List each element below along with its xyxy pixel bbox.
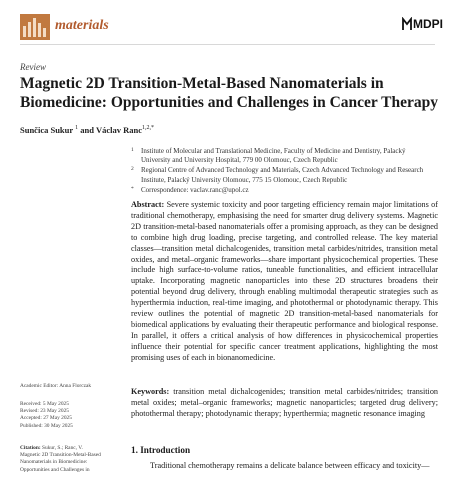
affiliation-mark: 2 [131, 166, 134, 173]
citation-label: Citation: [20, 445, 41, 451]
affiliations [131, 147, 436, 196]
keywords [131, 387, 438, 420]
keywords-label: Keywords: [131, 387, 170, 396]
citation-line: Magnetic 2D Transition-Metal-Based [20, 452, 101, 459]
citation-line: Opportunities and Challenges in [20, 466, 90, 473]
article-type: Review [20, 62, 46, 72]
received-date: Received: 5 May 2025 [20, 401, 69, 407]
abstract [131, 200, 438, 364]
affiliation-text: Institute of Molecular and Translational Medicine, Faculty of Medicine and Dentistry, Palacký University and University Hospital, 779 00 Olomouc, Czech Republic [141, 147, 406, 165]
author-list [20, 125, 154, 135]
materials-journal-logo [20, 14, 50, 40]
affiliation-mark: 1 [131, 147, 134, 153]
author-name: Václav Ranc [95, 125, 142, 135]
author-affiliation-mark: 1 [75, 125, 79, 132]
affiliation-mark: * [131, 185, 134, 192]
article-title: Magnetic 2D Transition-Metal-Based Nanomaterials in Biomedicine: Opportunities and Challenges in Cancer Therapy [20, 75, 438, 111]
accepted-date: Accepted: 27 May 2025 [20, 415, 72, 422]
correspondence [131, 186, 436, 195]
correspondence-text: Correspondence: vaclav.ranc@upol.cz [141, 185, 249, 194]
publication-dates [20, 401, 125, 430]
citation-line: Nanomaterials in Biomedicine: [20, 459, 88, 466]
author-name: Sunčica Sukur [20, 125, 73, 135]
citation-line: Sukur, S.; Ranc, V. [42, 445, 83, 451]
affiliation-item [131, 166, 436, 184]
academic-editor: Academic Editor: Anna Florczak [20, 383, 92, 389]
abstract-text: Severe systemic toxicity and poor targeting efficiency remain major limitations of traditional chemotherapy, emphasising the need for smarter drug delivery systems. Magnetic 2D transition-metal-based nanomaterials offer a promising approach, as they can be designed to combine high drug loading, precise targeting, and controlled release. The key material classes—transition metal dichalcogenides, transition metal carbides/nitrides, transition metal oxides, and metal–organic frameworks—share important physicochemical properties. These include high surface-to-volume ratios, tuneable functionalities, and efficient intracellular uptake. Incorporating magnetic nanoparticles into these 2D structures broadens their potential beyond drug delivery, through enabling multimodal therapeutic strategies such as hyperthermia induction, real-time imaging, and photothermal or photodynamic therapy. This review outlines the potential of magnetic 2D transition-metal-based nanomaterials for biomedical applications by evaluating their therapeutic performance and biological response. In parallel, it offers a critical analysis of how differences in physicochemical properties influence their potential for specific cancer treatment applications, highlighting the most promising uses of each in bionanomedicine. [131, 200, 439, 362]
journal-name: materials [55, 18, 109, 33]
mdpi-logo [402, 16, 443, 36]
section-heading: 1. Introduction [131, 445, 191, 455]
revised-date: Revised: 23 May 2025 [20, 408, 69, 415]
author-separator: and [80, 125, 94, 135]
journal-header [20, 12, 443, 46]
affiliation-item [131, 147, 436, 165]
affiliation-text: Regional Centre of Advanced Technology and Materials, Czech Advanced Technology and Research Institute, Palacký University Olomouc, 775 15 Olomouc, Czech Republic [141, 166, 424, 184]
citation [20, 445, 125, 474]
published-date: Published: 30 May 2025 [20, 422, 73, 429]
section-first-line: Traditional chemotherapy remains a delicate balance between efficacy and toxicity— [150, 461, 430, 470]
abstract-label: Abstract: [131, 200, 165, 209]
mdpi-mark-icon [402, 17, 412, 31]
publisher-name: MDPI [413, 17, 443, 31]
author-affiliation-mark: 1,2,* [142, 125, 154, 132]
keywords-text: transition metal dichalcogenides; transition metal carbides/nitrides; transition metal oxides; metal–organic frameworks; magnetic nanoparticles; targeted drug delivery; photothermal therapy; photodynamic therapy; hyperthermia; magnetic resonance imaging [131, 387, 439, 418]
header-divider [20, 44, 435, 45]
